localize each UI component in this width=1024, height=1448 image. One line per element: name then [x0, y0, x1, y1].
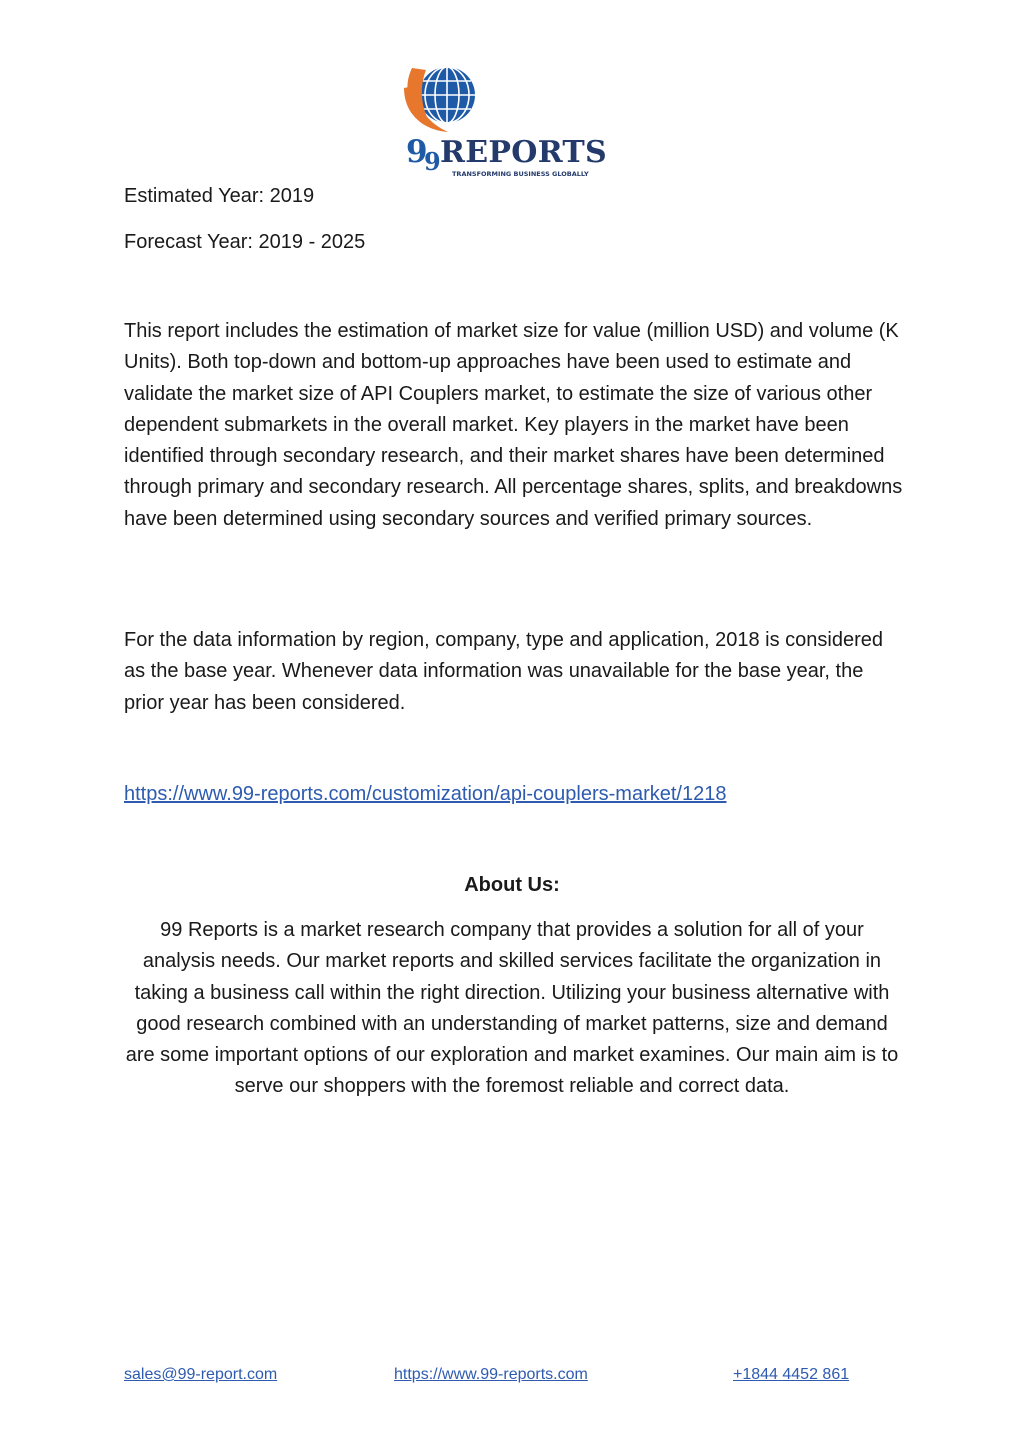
svg-text:TRANSFORMING BUSINESS GLOBALLY: TRANSFORMING BUSINESS GLOBALLY [452, 170, 589, 178]
company-logo [400, 58, 630, 184]
svg-text:9: 9 [406, 134, 429, 170]
footer-website-link[interactable]: https://www.99-reports.com [394, 1366, 588, 1383]
forecast-year: Forecast Year: 2019 - 2025 [124, 231, 366, 253]
base-year-paragraph: For the data information by region, company, type and application, 2018 is considered as the base year. Whenever data information was unavailable for the base year, the prior year has been considered. [124, 629, 883, 714]
svg-text:REPORTS: REPORTS [440, 135, 607, 170]
about-us-text: 99 Reports is a market research company that provides a solution for all of your analysis needs. Our market reports and skilled services facilitate the organization in taking a business call within the right direction. Utilizing your business alternative with good research combined with an understanding of market patterns, size and demand are some important options of our exploration and market examines. Our main aim is to serve our shoppers with the foremost reliable and correct data. [125, 919, 899, 1098]
methodology-paragraph: This report includes the estimation of market size for value (million USD) and volume (K Units). Both top-down and bottom-up approaches have been used to estimate and validate the market size of API Couplers market, to estimate the size of various other dependent submarkets in the overall market. Key players in the market have been identified through secondary research, and their market shares have been determined through primary and secondary research. All percentage shares, splits, and breakdowns have been determined using secondary sources and verified primary sources. [124, 320, 903, 530]
estimated-year: Estimated Year: 2019 [124, 185, 315, 207]
footer-phone-link[interactable]: +1844 4452 861 [733, 1366, 850, 1383]
about-us-heading: About Us: [464, 874, 560, 896]
footer-email-link[interactable]: sales@99-report.com [124, 1366, 278, 1383]
svg-text:9: 9 [424, 147, 441, 176]
globe-logo-icon [400, 58, 630, 184]
customization-link[interactable]: https://www.99-reports.com/customization/api-couplers-market/1218 [124, 783, 727, 805]
